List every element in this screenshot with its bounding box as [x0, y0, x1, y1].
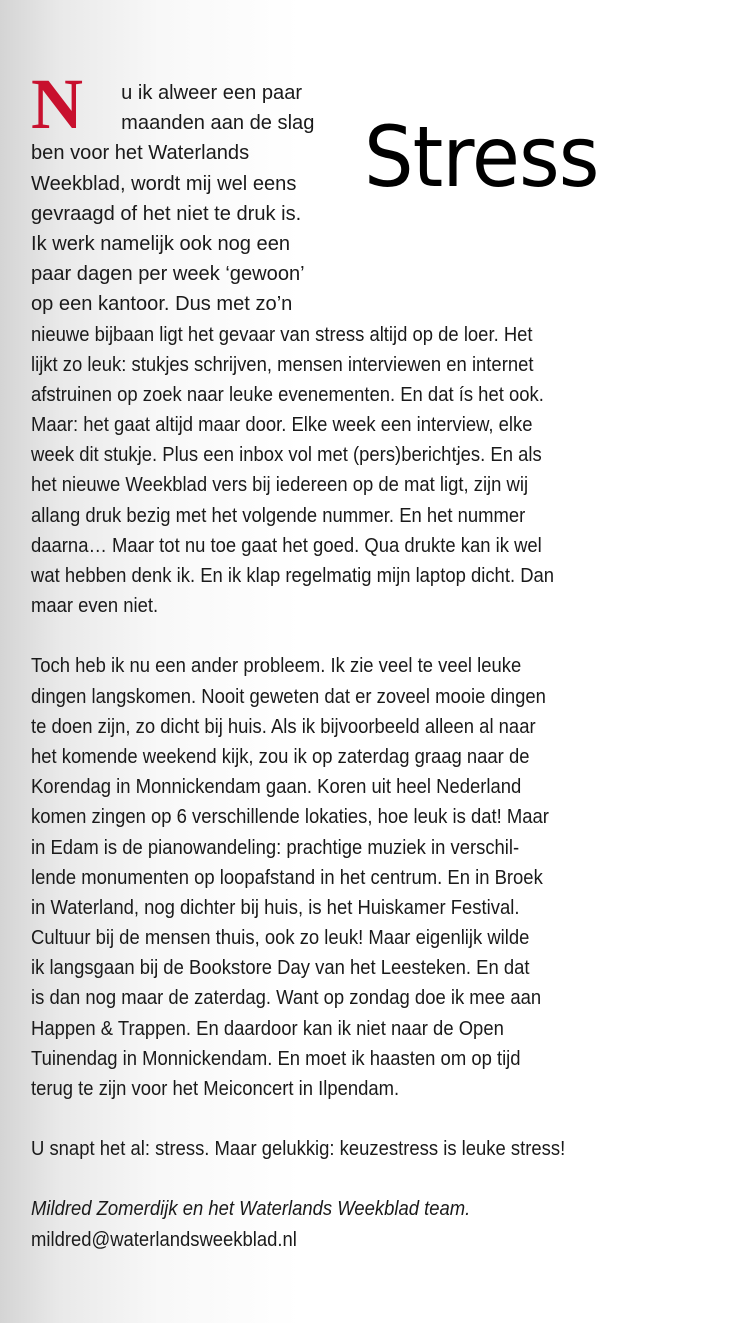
- text-line: wat hebben denk ik. En ik klap regelmatig mijn laptop dicht. Dan: [31, 564, 555, 587]
- text-line: Ik werk namelijk ook nog een: [31, 231, 291, 255]
- text-line: op een kantoor. Dus met zo’n: [31, 292, 293, 316]
- text-line: terug te zijn voor het Meiconcert in Ilpendam.: [31, 1077, 400, 1100]
- text-line: maar even niet.: [31, 594, 159, 618]
- paragraph-1: [31, 64, 711, 621]
- text-line: het komende weekend kijk, zou ik op zaterdag graag naar de: [31, 744, 530, 768]
- text-line: lijkt zo leuk: stukjes schrijven, mensen interviewen en internet: [31, 352, 534, 376]
- text-line: Weekblad, wordt mij wel eens: [31, 171, 297, 195]
- text-line: paar dagen per week ‘gewoon’: [31, 262, 305, 286]
- text-line: Tuinendag in Monnickendam. En moet ik haasten om op tijd: [31, 1046, 521, 1070]
- text-line: afstruinen op zoek naar leuke evenementen. En dat ís het ook.: [31, 382, 544, 406]
- text-line: Happen & Trappen. En daardoor kan ik niet naar de Open: [31, 1016, 504, 1040]
- text-line: Toch heb ik nu een ander probleem. Ik zie veel te veel leuke: [31, 654, 522, 678]
- article-body: [31, 64, 711, 1255]
- text-line: ben voor het Waterlands: [31, 141, 250, 165]
- text-line: het nieuwe Weekblad vers bij iedereen op de mat ligt, zijn wij: [31, 473, 529, 497]
- text-line: u ik alweer een paar: [121, 81, 303, 104]
- text-line: Maar: het gaat altijd maar door. Elke week een interview, elke: [31, 413, 533, 437]
- text-line: lende monumenten op loopafstand in het centrum. En in Broek: [31, 865, 543, 889]
- text-line: daarna… Maar tot nu toe gaat het goed. Qua drukte kan ik wel: [31, 533, 542, 557]
- text-line: nieuwe bijbaan ligt het gevaar van stress altijd op de loer. Het: [31, 322, 533, 346]
- text-line: te doen zijn, zo dicht bij huis. Als ik bijvoorbeeld alleen al naar: [31, 714, 536, 738]
- paragraph-gap: [31, 1164, 711, 1194]
- author-signature: Mildred Zomerdijk en het Waterlands Weekblad team.: [31, 1197, 471, 1221]
- drop-cap: N: [31, 64, 83, 144]
- text-line: is dan nog maar de zaterdag. Want op zondag doe ik mee aan: [31, 986, 542, 1010]
- paragraph-gap: [31, 1104, 711, 1134]
- text-line: Korendag in Monnickendam gaan. Koren uit heel Nederland: [31, 775, 522, 799]
- text-line: gevraagd of het niet te druk is.: [31, 201, 302, 225]
- text-line: in Waterland, nog dichter bij huis, is het Huiskamer Festival.: [31, 895, 520, 919]
- text-line: komen zingen op 6 verschillende lokaties, hoe leuk is dat! Maar: [31, 805, 549, 829]
- conclusion-text: U snapt het al: stress. Maar gelukkig: keuzestress is leuke stress!: [31, 1137, 566, 1161]
- text-line: in Edam is de pianowandeling: prachtige muziek in verschil-: [31, 835, 520, 859]
- text-line: allang druk bezig met het volgende nummer. En het nummer: [31, 503, 526, 527]
- author-email-link[interactable]: mildred@waterlandsweekblad.nl: [31, 1227, 297, 1251]
- paragraph-2: [31, 651, 711, 1104]
- text-line: dingen langskomen. Nooit geweten dat er zoveel mooie dingen: [31, 684, 546, 708]
- article-title: Stress: [364, 108, 599, 206]
- text-line: week dit stukje. Plus een inbox vol met (pers)berichtjes. En als: [31, 443, 542, 467]
- text-line: maanden aan de slag: [121, 111, 315, 135]
- paragraph-gap: [31, 621, 711, 651]
- text-line: ik langsgaan bij de Bookstore Day van het Leesteken. En dat: [31, 956, 530, 980]
- text-line: Cultuur bij de mensen thuis, ook zo leuk! Maar eigenlijk wilde: [31, 926, 530, 950]
